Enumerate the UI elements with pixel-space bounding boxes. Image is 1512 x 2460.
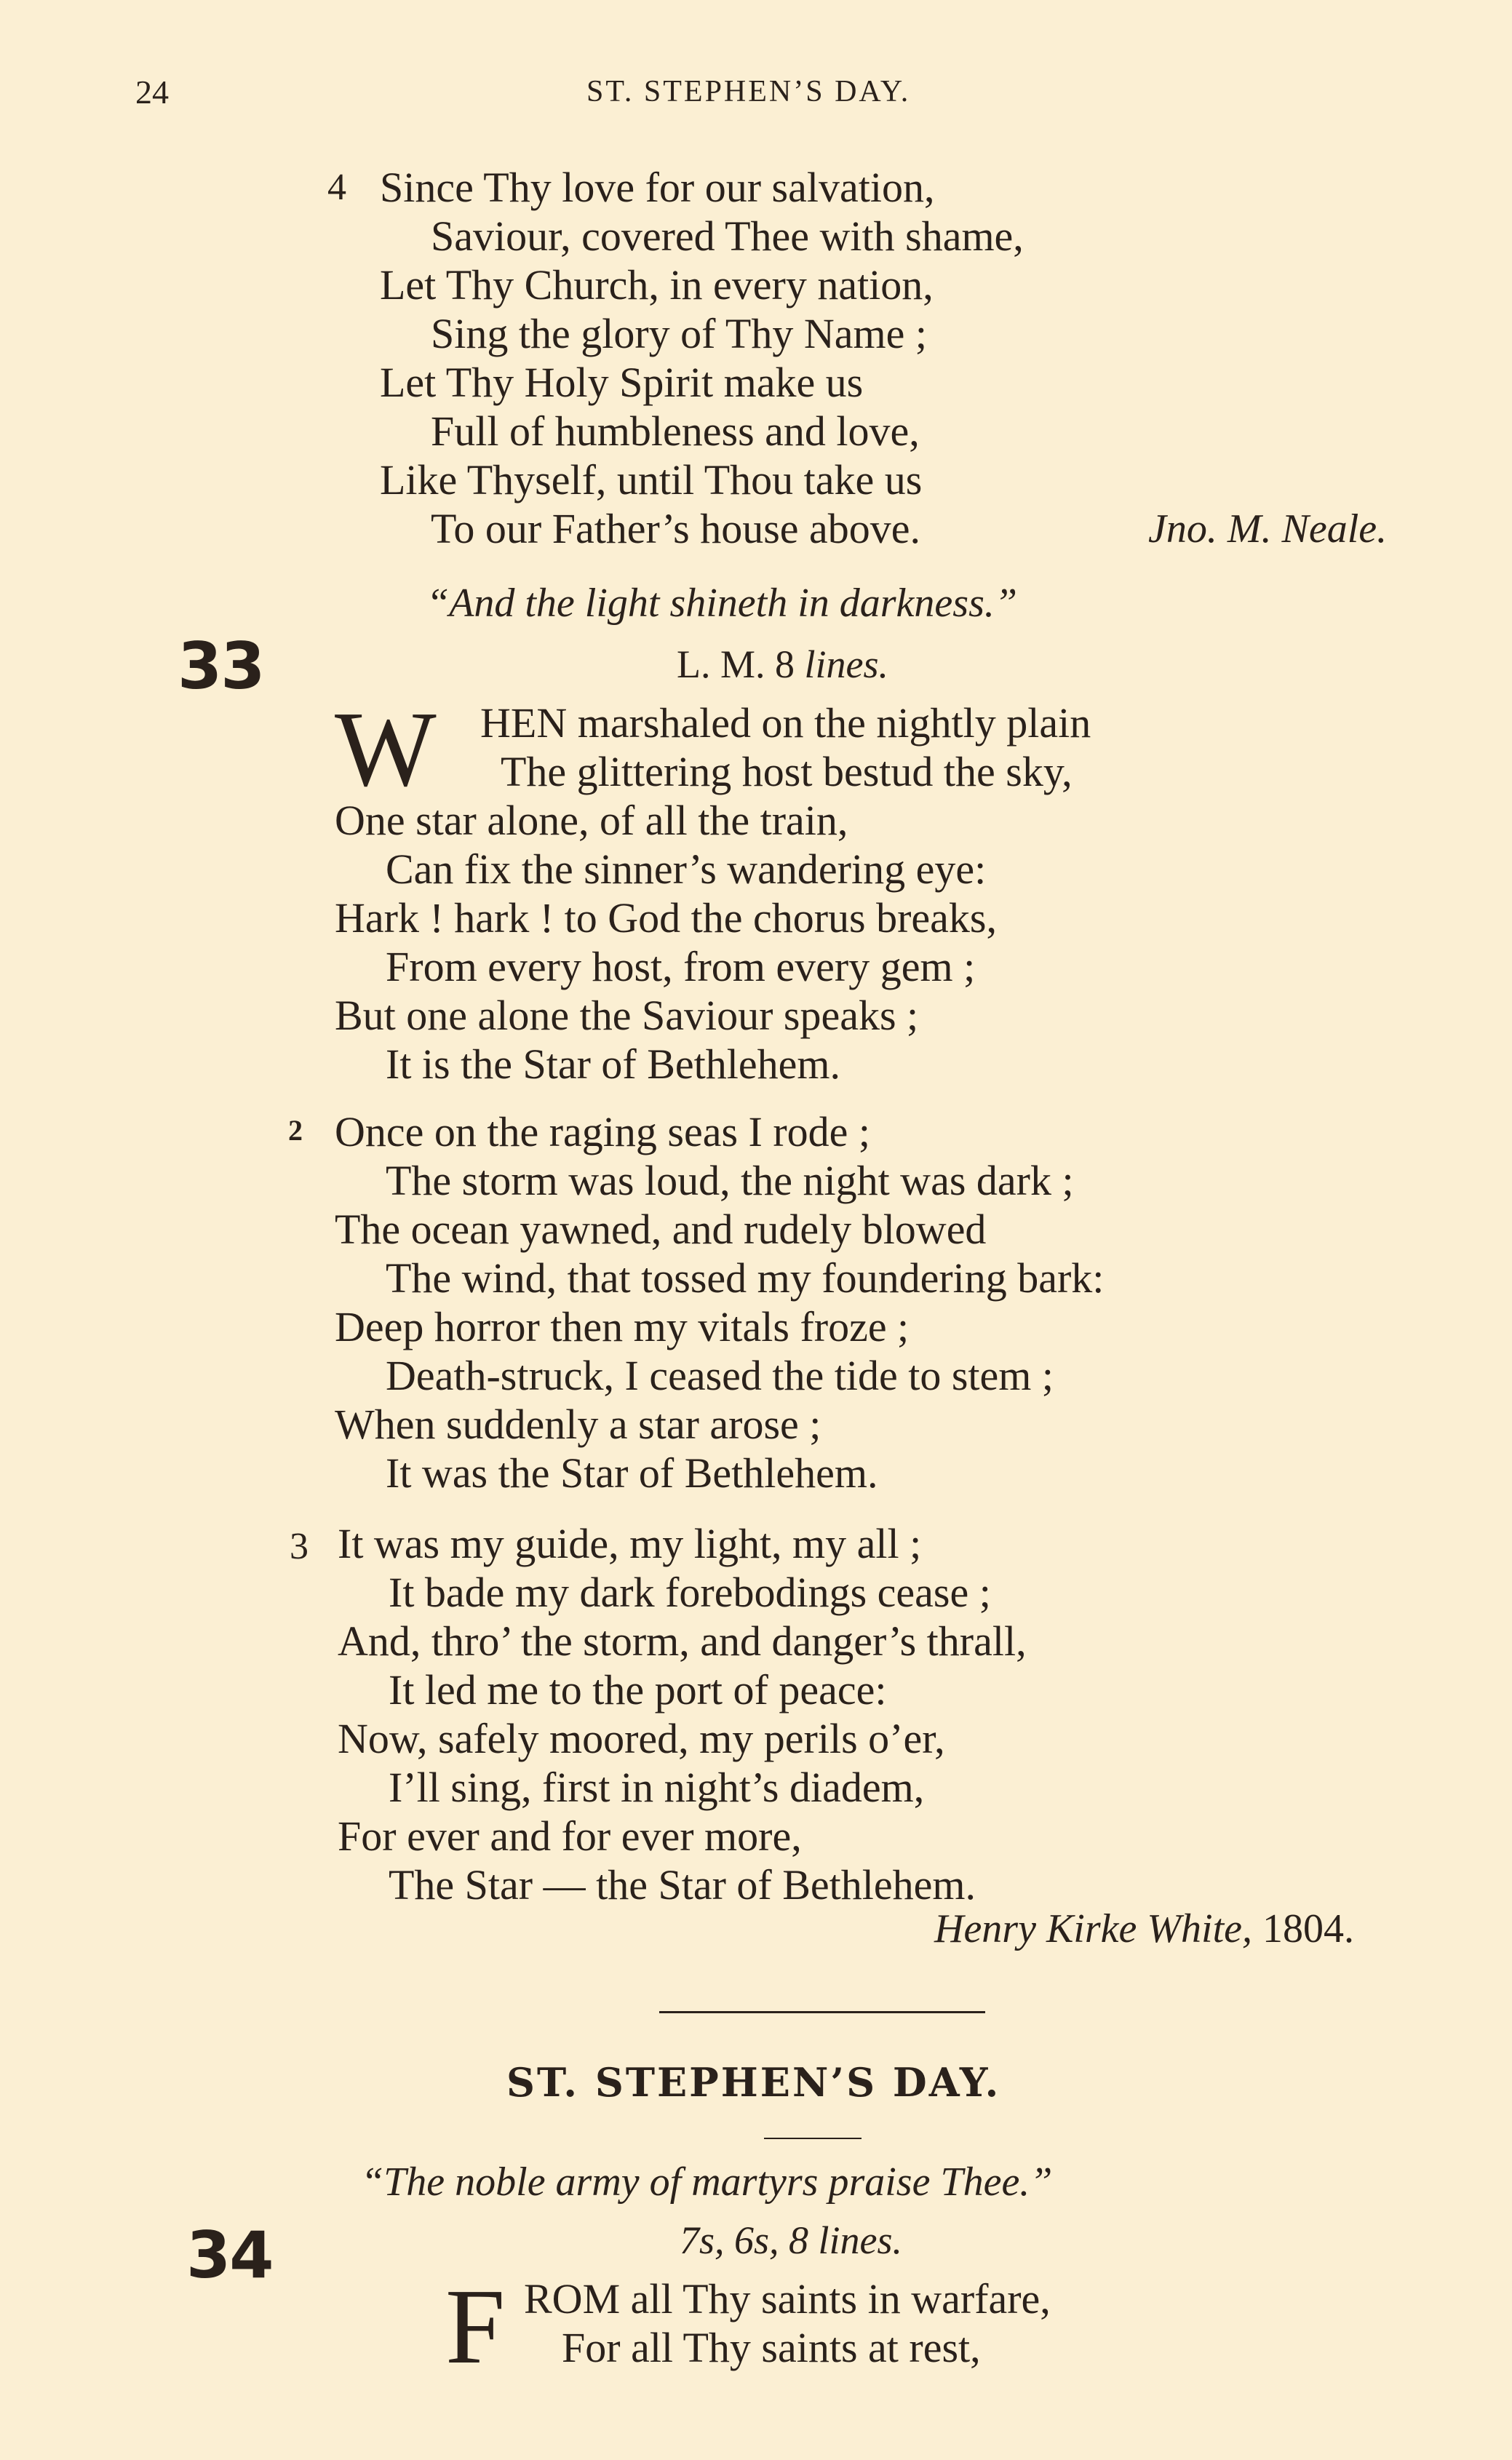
verse-line: HEN marshaled on the nightly plain [480, 699, 1091, 747]
verse-line: ROM all Thy saints in warfare, [524, 2275, 1051, 2322]
meter-lines: lines. [804, 642, 888, 686]
verse-number: 4 [327, 167, 346, 208]
author-name: Henry Kirke White, [934, 1906, 1252, 1951]
verse-line: Like Thyself, until Thou take us [380, 456, 923, 503]
running-title: ST. STEPHEN’S DAY. [586, 75, 911, 108]
verse-line: I’ll sing, first in night’s diadem, [389, 1764, 925, 1811]
hymn33-meter [677, 640, 888, 689]
verse-line: To our Father’s house above. [431, 505, 921, 552]
verse-line: When suddenly a star arose ; [335, 1401, 821, 1448]
author-attribution: Jno. M. Neale. [1148, 506, 1388, 552]
hymn34-verse1 [445, 2274, 1051, 2372]
verse-line: Saviour, covered Thee with shame, [431, 212, 1024, 260]
hymn-number-33: 33 [178, 629, 264, 704]
verse-line: The glittering host bestud the sky, [501, 748, 1073, 795]
verse-line: It led me to the port of peace: [389, 1666, 887, 1713]
verse-line: Once on the raging seas I rode ; [335, 1108, 871, 1155]
verse-line: The wind, that tossed my foundering bark: [386, 1254, 1105, 1302]
verse-line: Hark ! hark ! to God the chorus breaks, [335, 894, 997, 942]
verse-line: The Star — the Star of Bethlehem. [389, 1861, 976, 1908]
verse-line: Let Thy Holy Spirit make us [380, 359, 864, 406]
verse-line: For ever and for ever more, [338, 1812, 802, 1860]
verse-line: Full of humbleness and love, [431, 407, 920, 455]
verse-line: Sing the glory of Thy Name ; [431, 310, 927, 357]
verse-line: Since Thy love for our salvation, [380, 164, 935, 211]
verse-line: But one alone the Saviour speaks ; [335, 992, 919, 1039]
verse-line: It bade my dark forebodings cease ; [389, 1569, 991, 1616]
verse-line: Now, safely moored, my perils o’er, [338, 1715, 945, 1762]
verse-line: Deep horror then my vitals froze ; [335, 1303, 910, 1350]
author-year: 1804. [1262, 1906, 1354, 1951]
hymn33-verse3 [338, 1519, 1027, 1909]
verse-line: And, thro’ the storm, and danger’s thrall, [338, 1617, 1027, 1665]
section-rule [659, 2011, 985, 2013]
verse-number: 2 [288, 1114, 303, 1147]
section-title: ST. STEPHEN’S DAY. [506, 2059, 1001, 2106]
verse-line: One star alone, of all the train, [335, 797, 848, 844]
verse-line: The ocean yawned, and rudely blowed [335, 1206, 987, 1253]
verse-line: From every host, from every gem ; [386, 943, 976, 990]
verse-line: It was the Star of Bethlehem. [386, 1449, 878, 1497]
section-underline [764, 2138, 862, 2139]
meter-text: 7s, 6s, 8 [680, 2218, 809, 2262]
verse-line: It is the Star of Bethlehem. [386, 1040, 840, 1088]
meter-text: L. M. 8 [677, 642, 795, 686]
drop-cap-w: W [335, 690, 437, 809]
author-attribution [934, 1905, 1354, 1954]
hymn33-epigraph: “And the light shineth in darkness.” [426, 581, 1017, 626]
page-number: 24 [135, 73, 169, 111]
verse-line: Let Thy Church, in every nation, [380, 261, 934, 309]
verse-number: 3 [290, 1526, 309, 1567]
hymn33-verse2 [335, 1107, 1104, 1497]
verse-line: Death-struck, I ceased the tide to stem ; [386, 1352, 1054, 1399]
verse-line: Can fix the sinner’s wandering eye: [386, 845, 987, 893]
hymn33-verse1 [335, 690, 1091, 1088]
hymn34-epigraph: “The noble army of martyrs praise Thee.” [361, 2160, 1053, 2205]
hymn32-verse4 [380, 163, 1024, 553]
verse-line: The storm was loud, the night was dark ; [386, 1157, 1074, 1204]
meter-lines: lines. [818, 2218, 903, 2262]
drop-cap-f: F [445, 2267, 506, 2387]
verse-line: It was my guide, my light, my all ; [338, 1520, 922, 1567]
hymn-number-34: 34 [186, 2218, 273, 2293]
verse-line: For all Thy saints at rest, [562, 2324, 981, 2371]
hymn34-meter [680, 2216, 902, 2265]
